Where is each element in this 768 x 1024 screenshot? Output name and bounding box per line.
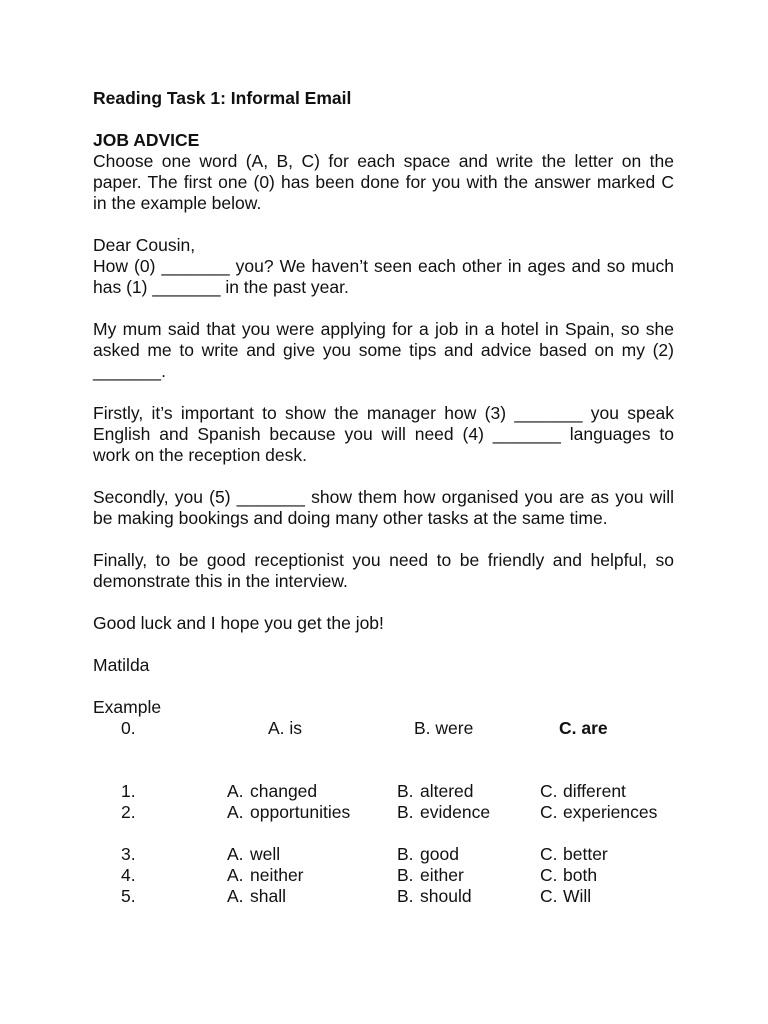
example-option-b: B. were: [414, 718, 474, 738]
example-option-a: A. is: [268, 718, 303, 738]
question-row: [93, 802, 674, 844]
option-c: C. different: [540, 781, 626, 801]
email-paragraph-5: Finally, to be good receptionist you need to be friendly and helpful, so demonstrate this in the interview.: [93, 550, 674, 591]
option-b: B. altered: [397, 781, 474, 801]
option-b: B. evidence: [397, 802, 491, 822]
email-paragraph-4: Secondly, you (5) _______ show them how organised you are as you will be making bookings and doing many other tasks at the same time.: [93, 487, 674, 528]
email-paragraph-6: Good luck and I hope you get the job!: [93, 613, 384, 633]
option-a: A. opportunities: [227, 802, 351, 822]
question-row: [93, 781, 674, 802]
email-paragraph-1: How (0) _______ you? We haven’t seen each other in ages and so much has (1) _______ in the past year.: [93, 256, 674, 297]
question-number: 1.: [121, 781, 136, 801]
option-b: B. either: [397, 865, 464, 885]
email-greeting: Dear Cousin,: [93, 235, 196, 255]
instructions: Choose one word (A, B, C) for each space and write the letter on the paper. The first one (0) has been done for you with the answer marked C in the example below.: [93, 151, 674, 213]
question-number: 2.: [121, 802, 136, 822]
example-row: [93, 718, 674, 739]
question-row: [93, 886, 674, 907]
option-c: C. Will: [540, 886, 592, 906]
page-title: Reading Task 1: Informal Email: [93, 88, 352, 108]
option-b: B. should: [397, 886, 472, 906]
question-row: [93, 844, 674, 865]
example-label: Example: [93, 697, 162, 717]
option-b: B. good: [397, 844, 459, 864]
question-number: 3.: [121, 844, 136, 864]
option-a: A. neither: [227, 865, 304, 885]
question-row: [93, 865, 674, 886]
document-page: [93, 88, 674, 907]
option-a: A. changed: [227, 781, 318, 801]
email-paragraph-3: Firstly, it’s important to show the manager how (3) _______ you speak English and Spanish because you will need (4) _______ languages to work on the reception desk.: [93, 403, 674, 465]
example-number: 0.: [121, 718, 136, 738]
question-number: 5.: [121, 886, 136, 906]
option-c: C. better: [540, 844, 608, 864]
option-a: A. shall: [227, 886, 286, 906]
example-answer-c: C. are: [559, 718, 608, 738]
option-c: C. both: [540, 865, 598, 885]
option-a: A. well: [227, 844, 281, 864]
email-paragraph-2: My mum said that you were applying for a job in a hotel in Spain, so she asked me to write and give you some tips and advice based on my (2) _______.: [93, 319, 674, 381]
email-signature: Matilda: [93, 655, 150, 675]
section-heading: JOB ADVICE: [93, 130, 200, 150]
option-c: C. experiences: [540, 802, 658, 822]
question-number: 4.: [121, 865, 136, 885]
